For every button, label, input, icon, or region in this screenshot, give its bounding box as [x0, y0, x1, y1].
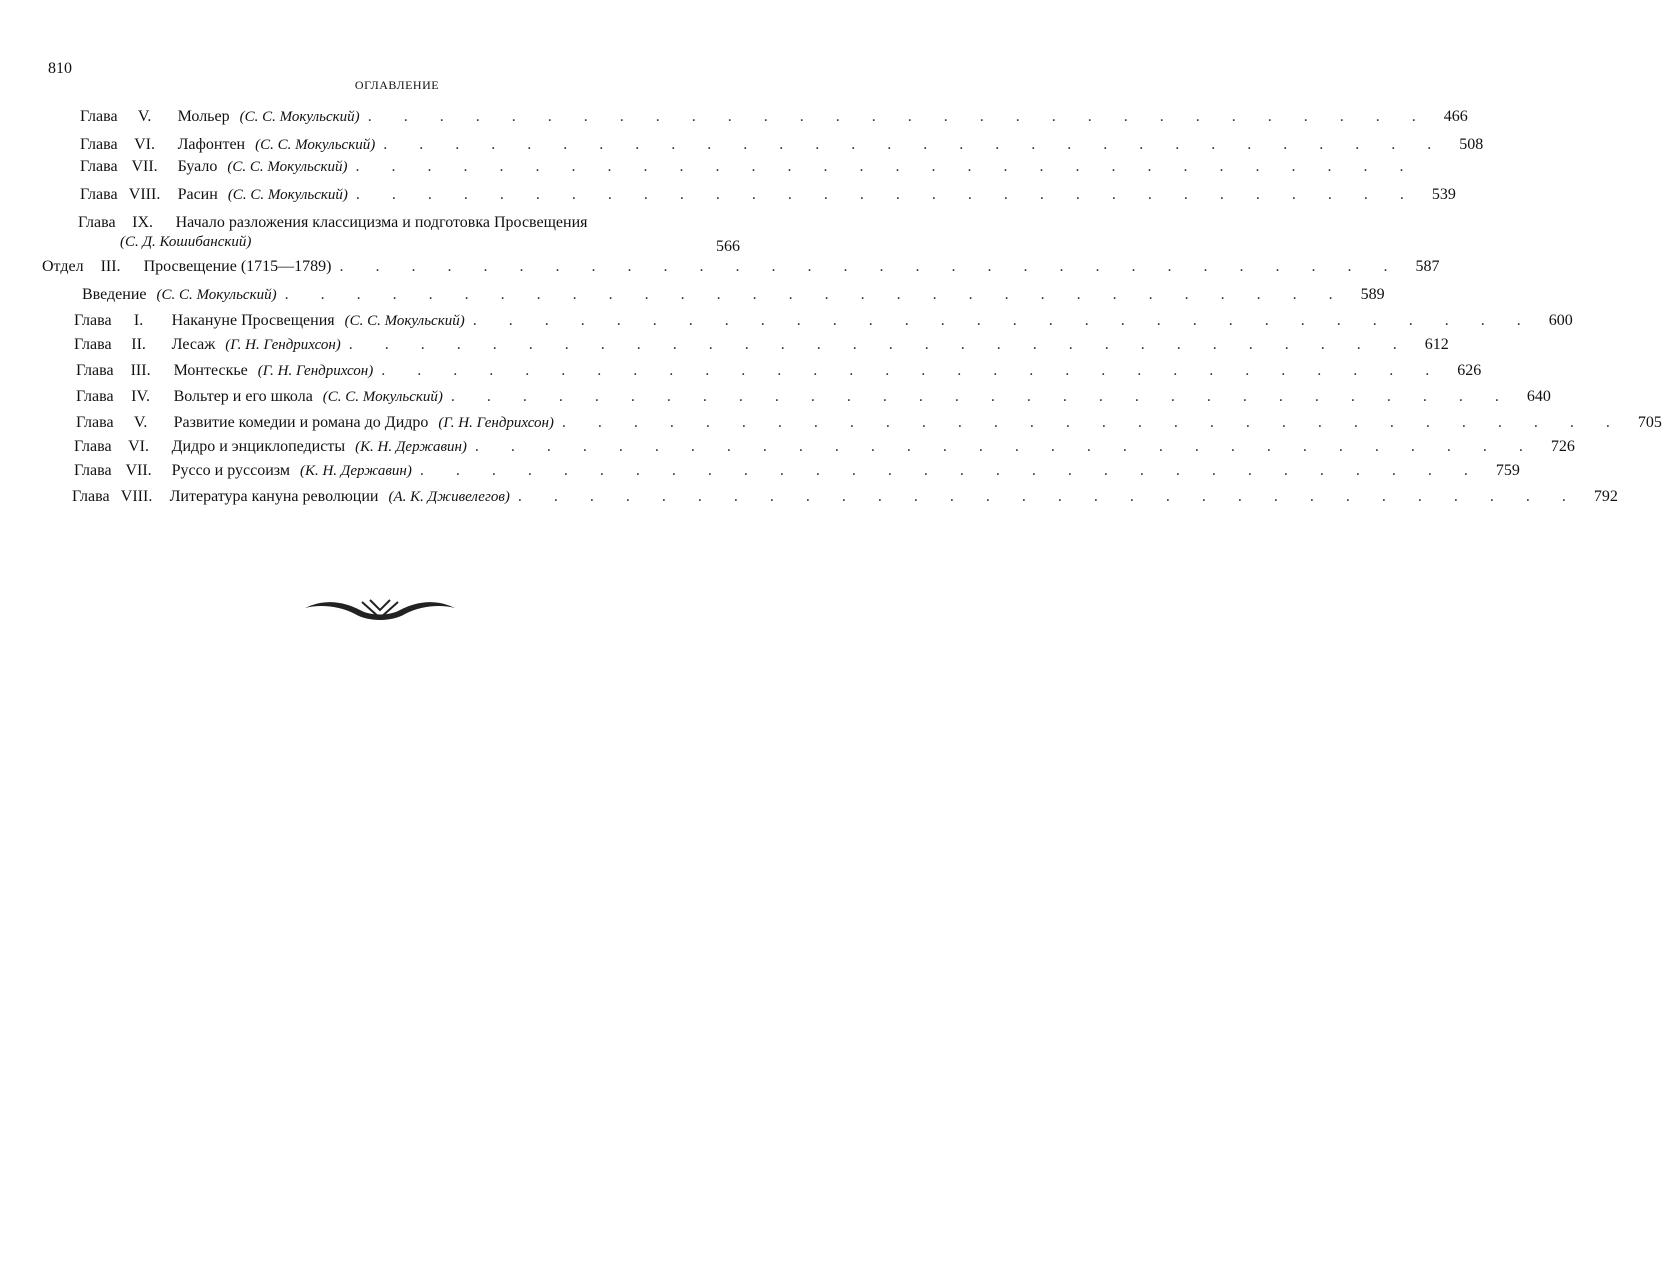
leader-dots: . . . . . . . . . . . . . . . . . . . . . . . . . . . . . .	[474, 438, 1537, 455]
entry-title: Начало разложения классицизма и подготовка Просвещения	[175, 214, 588, 231]
entry-number: VIII.	[120, 488, 153, 505]
toc-entry[interactable]	[74, 336, 1449, 354]
entry-label: Глава	[74, 438, 112, 455]
toc-entry[interactable]	[80, 136, 1484, 154]
leader-dots: . . . . . . . . . . . . . . . . . . . . . . . . . . . . . .	[561, 414, 1624, 431]
entry-label: Глава	[78, 214, 116, 231]
entry-label: Глава	[76, 362, 114, 379]
entry-page: 600	[1548, 312, 1573, 329]
entry-number: VII.	[125, 462, 152, 479]
entry-author: (Г. Н. Гендрихсон)	[225, 337, 341, 353]
entry-page: 539	[1431, 186, 1456, 203]
running-header: ОГЛАВЛЕНИЕ	[354, 78, 440, 92]
toc-entry[interactable]	[42, 258, 1440, 276]
entry-label: Глава	[74, 462, 112, 479]
entry-title: Введение	[82, 286, 147, 303]
leader-dots: . . . . . . . . . . . . . . . . . . . . . . . . . . . . . .	[355, 186, 1418, 203]
entry-author: (Г. Н. Гендрихсон)	[257, 363, 374, 379]
leader-dots: . . . . . . . . . . . . . . . . . . . . . . . . . . . . . .	[381, 362, 1444, 379]
entry-label: Глава	[80, 136, 118, 153]
entry-label: Глава	[74, 312, 112, 329]
toc-entry[interactable]	[76, 414, 1662, 432]
entry-author: (К. Н. Державин)	[355, 439, 467, 455]
entry-author: (А. К. Дживелегов)	[388, 489, 510, 505]
entry-title: Лафонтен	[177, 136, 246, 153]
entry-number: VIII.	[128, 186, 161, 203]
entry-number: V.	[133, 414, 148, 431]
entry-number: VII.	[131, 158, 158, 175]
entry-title: Вольтер и его школа	[173, 388, 313, 405]
entry-title: Литература кануна революции	[169, 488, 379, 505]
entry-label: Глава	[74, 336, 112, 353]
entry-page: 466	[1443, 108, 1468, 125]
page-number: 810	[48, 60, 72, 77]
leader-dots: . . . . . . . . . . . . . . . . . . . . . . . . . . . . . .	[419, 462, 1482, 479]
entry-label: Глава	[80, 108, 118, 125]
entry-author: (С. Д. Кошибанский)	[120, 234, 252, 250]
entry-number: IX.	[132, 214, 154, 231]
entry-page: 705	[1637, 414, 1662, 431]
entry-title: Просвещение (1715—1789)	[143, 258, 332, 275]
entry-page: 612	[1424, 336, 1449, 353]
entry-label: Глава	[72, 488, 110, 505]
entry-label: Глава	[80, 158, 118, 175]
toc-entry[interactable]	[74, 312, 1573, 330]
leader-dots: . . . . . . . . . . . . . . . . . . . . . . . . . . . . . .	[472, 312, 1535, 329]
entry-author: (С. С. Мокульский)	[239, 109, 360, 125]
entry-page: 792	[1593, 488, 1618, 505]
entry-page: 566	[716, 238, 740, 255]
entry-label: Глава	[76, 414, 114, 431]
entry-page: 589	[1360, 286, 1385, 303]
entry-number: IV.	[131, 388, 150, 405]
entry-author: (С. С. Мокульский)	[344, 313, 465, 329]
toc-entry[interactable]	[74, 462, 1520, 480]
entry-author: (С. С. Мокульский)	[255, 137, 376, 153]
leader-dots: . . . . . . . . . . . . . . . . . . . . . . . . . . . . . .	[348, 336, 1411, 353]
entry-number: VI.	[134, 136, 156, 153]
entry-title: Дидро и энциклопедисты	[171, 438, 346, 455]
leader-dots: . . . . . . . . . . . . . . . . . . . . . . . . . . . . . .	[383, 136, 1446, 153]
entry-page: 587	[1415, 258, 1440, 275]
ornament-icon	[300, 596, 460, 624]
entry-title: Руссо и руссоизм	[171, 462, 291, 479]
entry-author: (К. Н. Державин)	[300, 463, 412, 479]
toc-entry[interactable]	[76, 388, 1551, 406]
leader-dots: . . . . . . . . . . . . . . . . . . . . . . . . . . . . . .	[284, 286, 1347, 303]
toc-entry[interactable]	[80, 186, 1456, 204]
entry-title: Буало	[177, 158, 218, 175]
entry-number: II.	[131, 336, 146, 353]
entry-author: (С. С. Мокульский)	[227, 159, 348, 175]
toc-entry[interactable]	[76, 286, 1385, 304]
entry-label: Глава	[80, 186, 118, 203]
entry-number: I.	[133, 312, 144, 329]
entry-page: 626	[1457, 362, 1482, 379]
entry-author: (С. С. Мокульский)	[227, 187, 348, 203]
entry-page: 759	[1495, 462, 1520, 479]
entry-page: 640	[1526, 388, 1551, 405]
leader-dots: . . . . . . . . . . . . . . . . . . . . . . . . . . . . . .	[355, 158, 1418, 175]
entry-page: 726	[1550, 438, 1575, 455]
leader-dots: . . . . . . . . . . . . . . . . . . . . . . . . . . . . . .	[517, 488, 1580, 505]
entry-label: Глава	[76, 388, 114, 405]
leader-dots: . . . . . . . . . . . . . . . . . . . . . . . . . . . . . .	[450, 388, 1513, 405]
entry-title: Развитие комедии и романа до Дидро	[173, 414, 429, 431]
entry-label: Отдел	[42, 258, 84, 275]
entry-author: (Г. Н. Гендрихсон)	[438, 415, 554, 431]
entry-number: III.	[100, 258, 121, 275]
leader-dots: . . . . . . . . . . . . . . . . . . . . . . . . . . . . . .	[339, 258, 1402, 275]
entry-title: Расин	[177, 186, 218, 203]
entry-title: Монтескье	[173, 362, 248, 379]
toc-entry[interactable]	[72, 488, 1618, 506]
toc-entry[interactable]	[80, 158, 1418, 176]
toc-entry[interactable]	[74, 438, 1575, 456]
entry-author: (С. С. Мокульский)	[322, 389, 443, 405]
entry-title: Накануне Просвещения	[171, 312, 335, 329]
entry-page: 508	[1459, 136, 1484, 153]
entry-title: Мольер	[177, 108, 230, 125]
entry-author: (С. С. Мокульский)	[156, 287, 277, 303]
entry-title: Лесаж	[171, 336, 216, 353]
entry-number: III.	[130, 362, 151, 379]
toc-entry[interactable]	[80, 108, 1468, 126]
leader-dots: . . . . . . . . . . . . . . . . . . . . . . . . . . . . . .	[367, 108, 1430, 125]
entry-number: VI.	[128, 438, 150, 455]
entry-number: V.	[137, 108, 152, 125]
toc-entry[interactable]	[76, 362, 1482, 380]
